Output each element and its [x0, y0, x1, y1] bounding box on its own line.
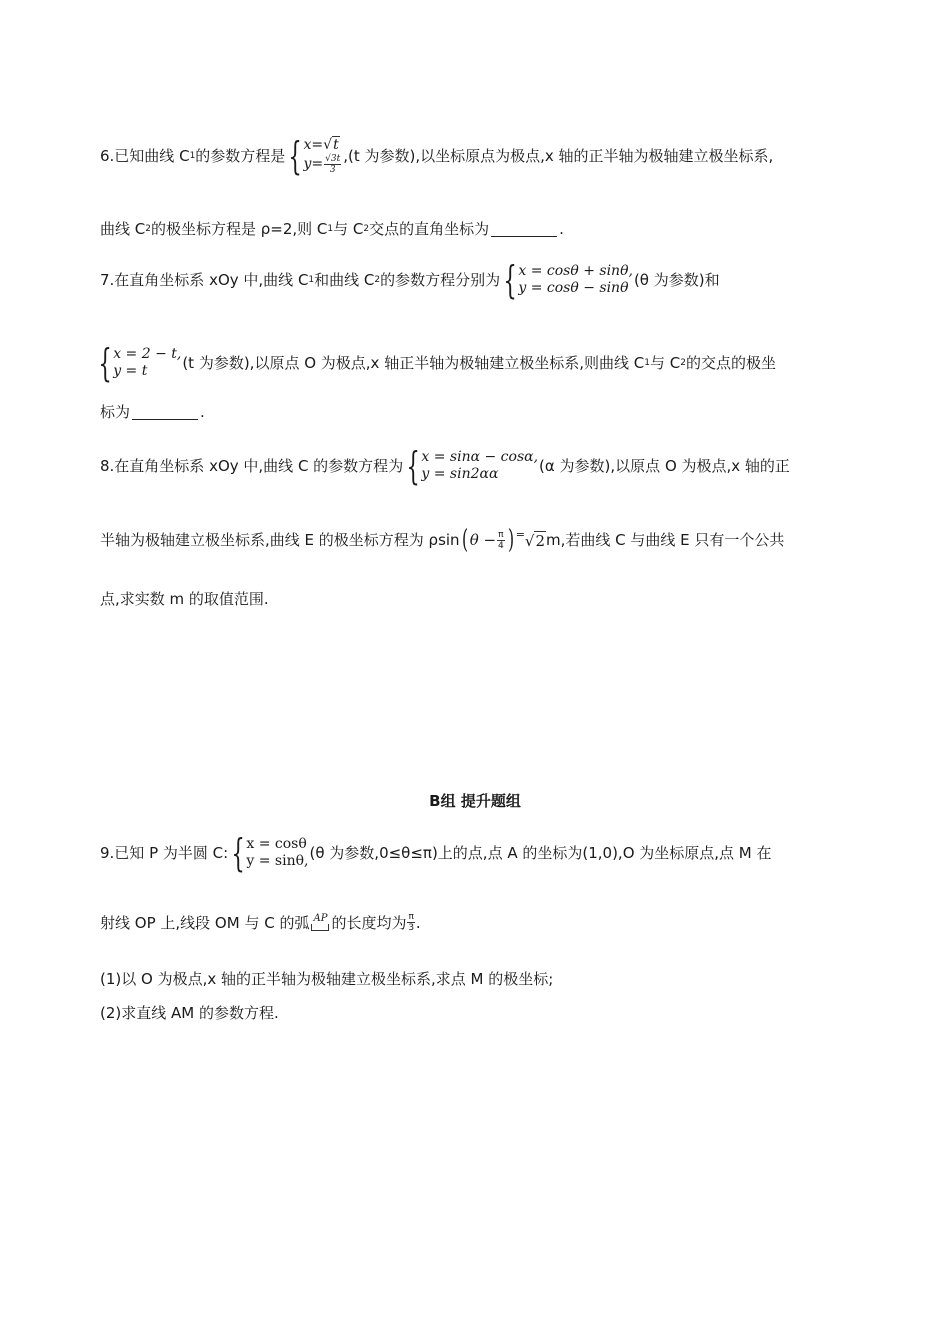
- q7-l3-text: 标为: [100, 403, 131, 421]
- q9-text-a: 9.已知 P 为半圆 C:: [100, 844, 229, 862]
- q7-eq-x: x = cosθ + sinθ,: [518, 263, 633, 279]
- q6-fraction: $\frac{√3t}{3}$: [325, 154, 341, 175]
- q8-text-a: 8.在直角坐标系 xOy 中,曲线 C 的参数方程为: [100, 457, 404, 475]
- q9-equation-system: [229, 831, 309, 875]
- q9-text-b: (θ 为参数,0≤θ≤π)上的点,点 A 的坐标为(1,0),O 为坐标原点,点 M 在: [309, 844, 772, 862]
- q8-theta-expr: θ −: [469, 531, 497, 549]
- q9-pi-over-3: $\frac{\pi}{3}$: [408, 912, 415, 933]
- q9-part-1: [100, 970, 553, 988]
- q8-eq-x: x = sinα − cosα,: [421, 449, 539, 465]
- q8-l2-text-a: 半轴为极轴建立极坐标系,曲线 E 的极坐标方程为 ρsin: [100, 531, 460, 549]
- q6-l2-sub-b: 1: [327, 224, 334, 234]
- q7-text-a: 7.在直角坐标系 xOy 中,曲线 C: [100, 271, 309, 289]
- q8-line-3: [100, 590, 269, 608]
- q8-right-paren: ): [507, 525, 514, 555]
- q6-l2-text-c: 与 C: [333, 220, 364, 238]
- q9-part-2: [100, 1004, 279, 1022]
- q6-l2-sub-a: 2: [145, 224, 151, 234]
- q8-text-b: (α 为参数),以原点 O 为极点,x 轴的正: [539, 457, 790, 475]
- q7-b-text-a: (t 为参数),以原点 O 为极点,x 轴正半轴为极轴建立极坐标系,则曲线 C: [182, 354, 645, 372]
- q7-sub-a: 1: [308, 275, 315, 285]
- q9-part-1-text: (1)以 O 为极点,x 轴的正半轴为极轴建立极坐标系,求点 M 的极坐标;: [100, 970, 554, 988]
- q9-line-1: [100, 831, 772, 875]
- q7-equation-system-1: [501, 258, 633, 302]
- q7-b-sub-a: 1: [644, 358, 650, 368]
- q9-eq-x: x = cosθ: [246, 836, 307, 852]
- q6-l2-text-b: 的极坐标方程是 ρ=2,则 C: [150, 220, 328, 238]
- q8-equation-system: [404, 444, 539, 488]
- q6-equation-system: [286, 133, 342, 178]
- q7-brace-2: {: [98, 341, 112, 385]
- q9-l2-end: .: [415, 913, 421, 932]
- q6-sub-1: 1: [189, 150, 196, 161]
- q6-line-2: [100, 220, 564, 238]
- q7-l3-end: .: [200, 403, 205, 421]
- q7-brace-1: {: [503, 258, 517, 302]
- q6-answer-blank[interactable]: [491, 222, 557, 237]
- q8-left-paren: (: [461, 525, 468, 555]
- q6-intro-post: ,(t 为参数),以坐标原点为极点,x 轴的正半轴为极轴建立极坐标系,: [343, 146, 774, 165]
- q6-brace: {: [288, 133, 303, 178]
- q7-b-sub-b: 2: [680, 358, 686, 368]
- q8-pi-over-4: $\frac{\pi}{4}$: [497, 529, 504, 551]
- q7-b-text-c: 的交点的极坐: [685, 354, 776, 372]
- q6-eq-x: x = √ t: [303, 136, 339, 153]
- q8-l3-text: 点,求实数 m 的取值范围.: [100, 590, 269, 608]
- q9-l2-text-b: 的长度均为: [331, 913, 407, 932]
- q6-intro-mid: 的参数方程是: [195, 146, 286, 165]
- q6-line-1: [100, 133, 774, 178]
- q9-brace: {: [231, 831, 245, 875]
- q9-line-2: [100, 912, 421, 933]
- q9-arc-ap: AP: [311, 914, 329, 931]
- q8-eq-y: y = sin2αα: [421, 466, 499, 482]
- q9-part-2-text: (2)求直线 AM 的参数方程.: [100, 1004, 279, 1022]
- q7-text-d: (θ 为参数)和: [633, 271, 720, 289]
- q7-b-eq-x: x = 2 − t,: [113, 346, 182, 362]
- section-heading: B组 提升题组: [429, 792, 521, 810]
- q7-line-2: [98, 341, 776, 385]
- q9-eq-y: y = sinθ,: [246, 853, 309, 869]
- q6-l2-end: .: [559, 220, 564, 238]
- q8-line-1: [100, 444, 790, 488]
- q7-eq-y: y = cosθ − sinθ: [518, 280, 629, 296]
- q7-b-eq-y: y = t: [113, 363, 148, 379]
- q6-l2-text-d: 交点的直角坐标为: [369, 220, 490, 238]
- q8-brace: {: [406, 444, 420, 488]
- q8-l2-text-b: m,若曲线 C 与曲线 E 只有一个公共: [546, 531, 785, 549]
- q7-equation-system-2: [96, 341, 182, 385]
- q7-line-1: [100, 258, 720, 302]
- q7-text-c: 的参数方程分别为: [380, 271, 501, 289]
- q9-l2-text-a: 射线 OP 上,线段 OM 与 C 的弧: [100, 913, 310, 932]
- q6-l2-sub-c: 2: [363, 224, 370, 234]
- q8-equals: =: [515, 528, 525, 541]
- q7-text-b: 和曲线 C: [314, 271, 375, 289]
- q6-intro: 6.已知曲线 C: [100, 146, 190, 165]
- q7-line-3: [100, 403, 205, 421]
- q8-line-2: [100, 527, 784, 553]
- q6-eq-y: y = $\frac{√3t}{3}$: [303, 154, 341, 175]
- q8-sqrt-2: √ 2: [524, 531, 546, 550]
- q6-sqrt-t: √ t: [323, 137, 339, 153]
- q6-l2-text-a: 曲线 C: [100, 220, 146, 238]
- q7-b-text-b: 与 C: [649, 354, 681, 372]
- q7-sub-b: 2: [374, 275, 381, 285]
- q7-answer-blank[interactable]: [132, 405, 198, 420]
